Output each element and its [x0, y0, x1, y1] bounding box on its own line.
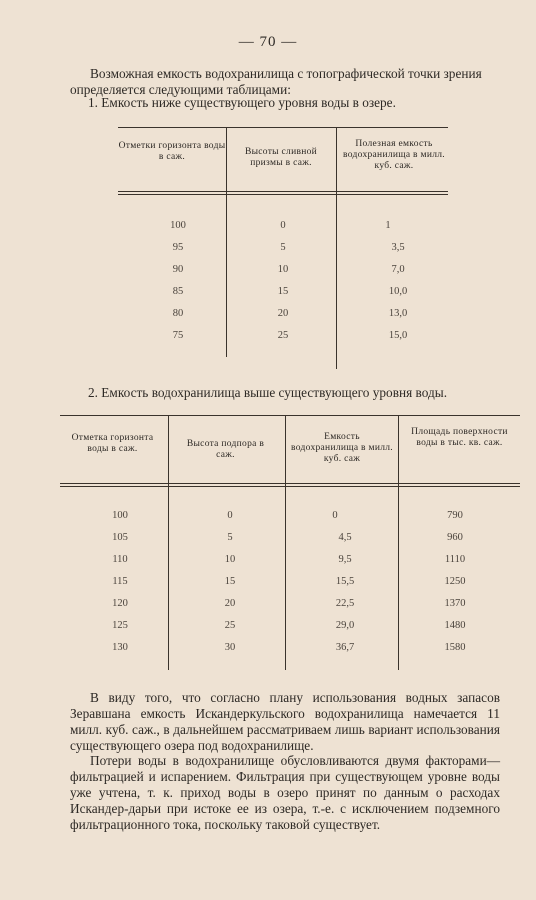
table2-header-rule2: [60, 486, 520, 487]
table-cell: 100: [112, 510, 128, 521]
table2-header-elevation: Отметка горизонта воды в саж.: [71, 433, 154, 454]
table-cell: 22,5: [335, 598, 355, 609]
table-cell: 100: [170, 220, 186, 231]
page-number: — 70 —: [238, 34, 298, 50]
table-cell: 1370: [444, 598, 466, 609]
table-cell: 5: [227, 532, 233, 543]
table-cell: 790: [447, 510, 463, 521]
table-cell: 10: [224, 554, 236, 565]
table-cell: 10: [277, 264, 289, 275]
table-cell: 25: [224, 620, 236, 631]
table-cell: 7,0: [391, 264, 405, 275]
table-cell: 80: [172, 308, 184, 319]
table1-top-rule: [118, 127, 448, 128]
table1: [118, 127, 448, 369]
table-cell: 9,5: [338, 554, 352, 565]
table-cell: 0: [332, 510, 338, 521]
table-cell: 29,0: [335, 620, 355, 631]
table1-header-rule: [118, 191, 448, 192]
table2-header-rule: [60, 483, 520, 484]
table2-caption: 2. Емкость водохранилища выше существующего уровня воды.: [88, 385, 448, 400]
table2-col-divider: [398, 415, 399, 670]
table-cell: 115: [112, 576, 128, 587]
table-cell: 110: [112, 554, 128, 565]
table1-col-divider: [226, 127, 227, 357]
table2-header-area: Площадь поверхности воды в тыс. кв. саж.: [411, 427, 508, 448]
table-cell: 1480: [444, 620, 466, 631]
table-cell: 1: [385, 220, 391, 231]
table1-header-capacity: Полезная емкость водохранилища в милл. куб. саж.: [343, 139, 445, 171]
table-cell: 1250: [444, 576, 466, 587]
table-cell: 15,5: [335, 576, 355, 587]
table-cell: 15: [277, 286, 289, 297]
table-cell: 125: [112, 620, 128, 631]
table-cell: 5: [280, 242, 286, 253]
paragraph-water-losses: Потери воды в водохранилище обусловливаются двумя факторами— фильтрацией и испарением. Фильтрация при существующем уровне воды уже учтена, т. к. приход воды в озеро принят по данным о расходах Искандер-дарьи при истоке ее из озера, т.-е. с исключением подземного фильтрационного тока, поскольку таковой существует.: [70, 753, 500, 832]
table1-caption: 1. Емкость ниже существующего уровня воды в озере.: [88, 95, 396, 110]
table-cell: 960: [447, 532, 463, 543]
table-cell: 85: [172, 286, 184, 297]
table2-col-divider: [285, 415, 286, 670]
table2: [60, 415, 520, 670]
table1-col-divider: [336, 127, 337, 369]
table-cell: 10,0: [388, 286, 408, 297]
table2-header-capacity: Емкость водохранилища в милл. куб. саж: [291, 432, 393, 464]
table-cell: 130: [112, 642, 128, 653]
table1-header-elevation: Отметки горизонта воды в саж.: [118, 141, 226, 162]
table-cell: 36,7: [335, 642, 355, 653]
table-cell: 13,0: [388, 308, 408, 319]
table-cell: 105: [112, 532, 128, 543]
table-cell: 4,5: [338, 532, 352, 543]
table-cell: 20: [224, 598, 236, 609]
table2-top-rule: [60, 415, 520, 416]
table-cell: 75: [172, 330, 184, 341]
table-cell: 0: [280, 220, 286, 231]
table2-header-rise: Высота подпора в саж.: [186, 439, 265, 460]
table-cell: 0: [227, 510, 233, 521]
table-cell: 95: [172, 242, 184, 253]
table-cell: 25: [277, 330, 289, 341]
table-cell: 3,5: [391, 242, 405, 253]
intro-paragraph: Возможная емкость водохранилища с топографической точки зрения определяется следующими таблицами:: [70, 66, 482, 97]
paragraph-capacity-plan: В виду того, что согласно плану использования водных запасов Зеравшана емкость Искандеркульского водохранилища намечается 11 милл. куб. саж., в дальнейшем рассматриваем лишь вариант использования существующего озера под водохранилище.: [70, 690, 500, 753]
table-cell: 1110: [444, 554, 466, 565]
table-cell: 30: [224, 642, 236, 653]
table1-header-rule2: [118, 194, 448, 195]
table2-col-divider: [168, 415, 169, 670]
table-cell: 1580: [444, 642, 466, 653]
table-cell: 15: [224, 576, 236, 587]
table-cell: 15,0: [388, 330, 408, 341]
table-cell: 20: [277, 308, 289, 319]
table-cell: 90: [172, 264, 184, 275]
table-cell: 120: [112, 598, 128, 609]
table1-header-height: Высоты сливной призмы в саж.: [244, 147, 318, 168]
